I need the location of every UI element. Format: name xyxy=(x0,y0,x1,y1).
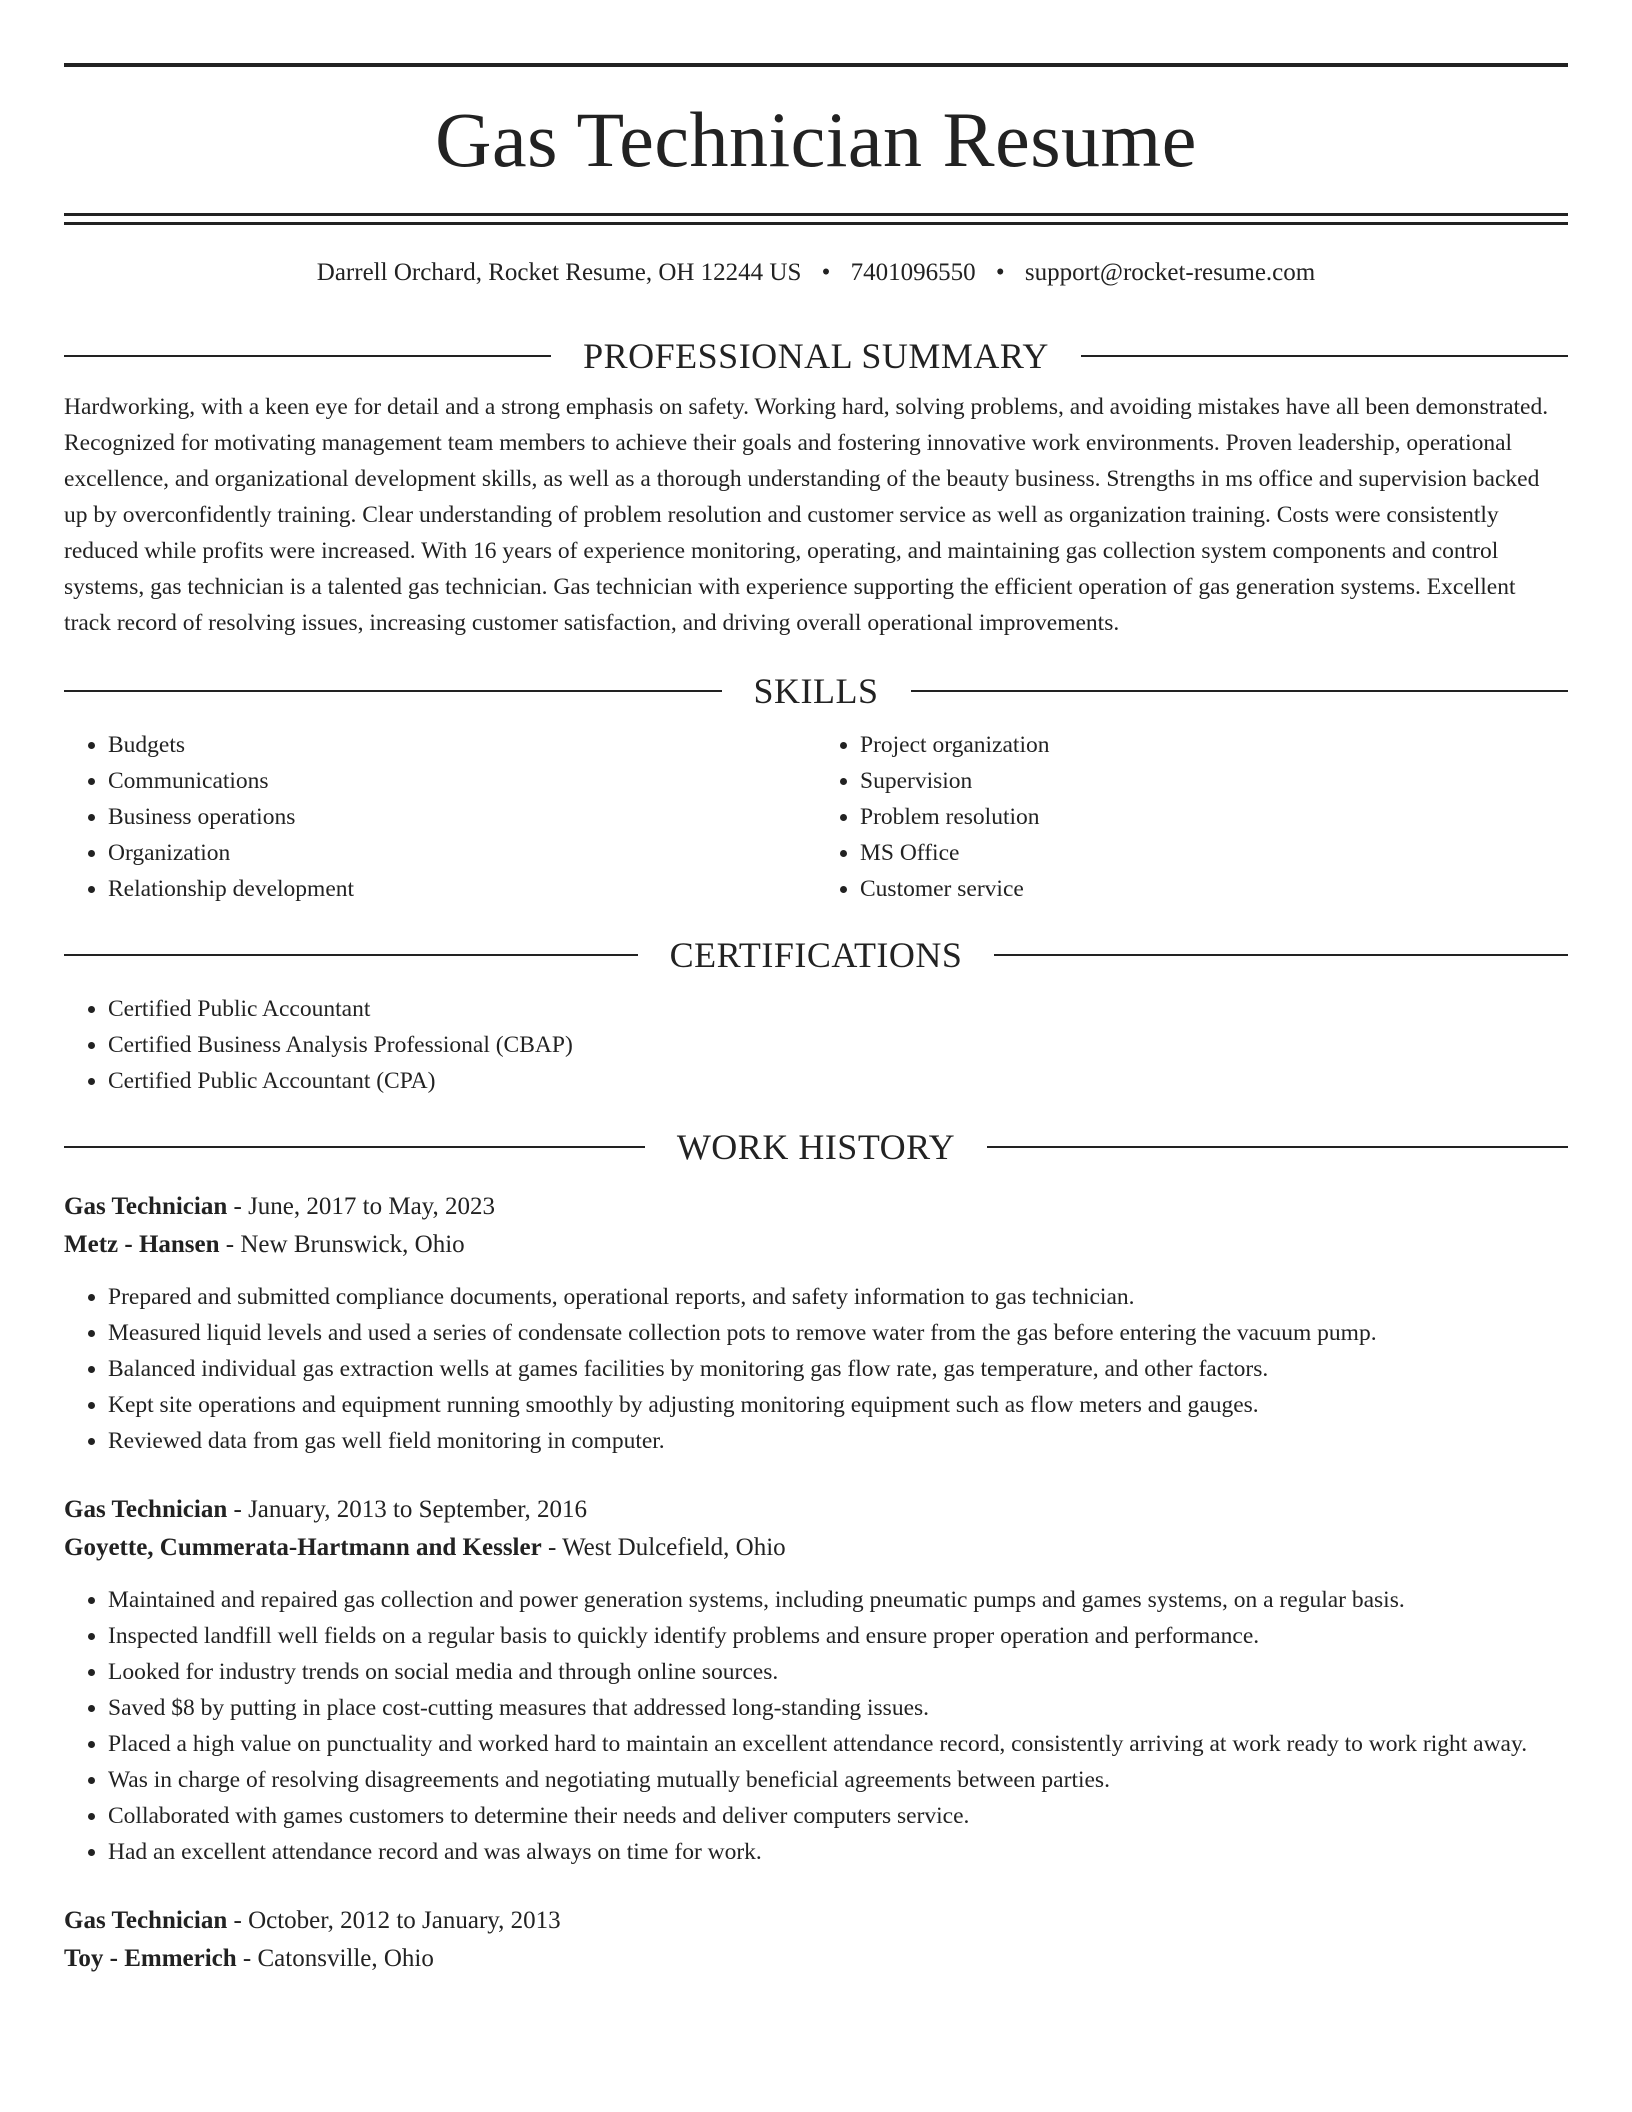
job-title-line xyxy=(64,1188,1568,1226)
resume-page xyxy=(64,0,1568,1978)
dash: - xyxy=(227,1907,249,1934)
job-entry xyxy=(64,1491,1568,1870)
skill-item: • Communications xyxy=(108,763,816,799)
job-bullet: • Balanced individual gas extraction wells at games facilities by monitoring gas flow rate, gas temperature, and other factors. xyxy=(108,1351,1568,1387)
header-double-rule xyxy=(64,213,1568,225)
job-bullets xyxy=(64,1279,1568,1459)
divider xyxy=(64,355,551,357)
dash: - xyxy=(227,1496,249,1523)
divider xyxy=(987,1146,1568,1148)
job-entry xyxy=(64,1188,1568,1459)
divider xyxy=(64,1146,645,1148)
job-bullet: • Measured liquid levels and used a series of condensate collection pots to remove water from the gas before entering the vacuum pump. xyxy=(108,1315,1568,1351)
job-company: Metz - Hansen xyxy=(64,1231,220,1258)
job-bullet: • Was in charge of resolving disagreements and negotiating mutually beneficial agreements between parties. xyxy=(108,1762,1568,1798)
skills-left-list xyxy=(64,727,816,907)
skills-right-list xyxy=(816,727,1568,907)
job-bullet: • Maintained and repaired gas collection and power generation systems, including pneumatic pumps and games systems, on a regular basis. xyxy=(108,1582,1568,1618)
job-location: New Brunswick, Ohio xyxy=(240,1231,465,1258)
divider xyxy=(64,690,722,692)
certification-item: • Certified Public Accountant (CPA) xyxy=(108,1063,1568,1099)
divider xyxy=(911,690,1569,692)
job-bullet: • Reviewed data from gas well field monitoring in computer. xyxy=(108,1423,1568,1459)
dash: - xyxy=(227,1193,249,1220)
divider xyxy=(1081,355,1568,357)
work-history-section-heading xyxy=(64,1125,1568,1169)
certifications-list xyxy=(64,991,1568,1099)
job-bullet: • Saved $8 by putting in place cost-cutting measures that addressed long-standing issues. xyxy=(108,1690,1568,1726)
job-bullet: • Placed a high value on punctuality and worked hard to maintain an excellent attendance record, consistently arriving at work ready to work right away. xyxy=(108,1726,1568,1762)
job-dates: June, 2017 to May, 2023 xyxy=(248,1193,496,1220)
divider xyxy=(994,954,1568,956)
dash: - xyxy=(541,1534,563,1561)
header-top-rule xyxy=(64,63,1568,67)
job-title-line xyxy=(64,1491,1568,1529)
contact-line xyxy=(64,258,1568,288)
job-title: Gas Technician xyxy=(64,1193,228,1220)
job-company-line xyxy=(64,1940,1568,1978)
job-bullet: • Kept site operations and equipment running smoothly by adjusting monitoring equipment such as flow meters and gauges. xyxy=(108,1387,1568,1423)
skill-item: • Project organization xyxy=(860,727,1568,763)
job-bullet: • Prepared and submitted compliance documents, operational reports, and safety information to gas technician. xyxy=(108,1279,1568,1315)
contact-separator: • xyxy=(995,259,1005,286)
skill-item: • Customer service xyxy=(860,871,1568,907)
job-company-line xyxy=(64,1226,1568,1264)
skill-item: • Organization xyxy=(108,835,816,871)
contact-email: support@rocket-resume.com xyxy=(1024,259,1316,286)
certifications-section-heading xyxy=(64,933,1568,977)
job-title: Gas Technician xyxy=(64,1907,228,1934)
certifications-heading-label: CERTIFICATIONS xyxy=(669,935,963,975)
job-location: West Dulcefield, Ohio xyxy=(562,1534,786,1561)
job-bullet: • Inspected landfill well fields on a regular basis to quickly identify problems and ensure proper operation and performance. xyxy=(108,1618,1568,1654)
work-history-heading-label: WORK HISTORY xyxy=(676,1127,956,1167)
job-company: Goyette, Cummerata-Hartmann and Kessler xyxy=(64,1534,542,1561)
contact-phone: 7401096550 xyxy=(850,259,976,286)
resume-title: Gas Technician Resume xyxy=(435,96,1197,183)
divider xyxy=(64,954,638,956)
job-company: Toy - Emmerich xyxy=(64,1945,237,1972)
skill-item: • Business operations xyxy=(108,799,816,835)
job-company-line xyxy=(64,1529,1568,1567)
skill-item: • MS Office xyxy=(860,835,1568,871)
job-bullet: • Had an excellent attendance record and was always on time for work. xyxy=(108,1834,1568,1870)
skill-item: • Relationship development xyxy=(108,871,816,907)
contact-address: Darrell Orchard, Rocket Resume, OH 12244 US xyxy=(316,259,802,286)
skills-section-heading xyxy=(64,669,1568,713)
job-title-line xyxy=(64,1902,1568,1940)
job-bullets xyxy=(64,1582,1568,1870)
summary-section-heading xyxy=(64,334,1568,378)
skill-item: • Problem resolution xyxy=(860,799,1568,835)
skills-columns xyxy=(64,727,1568,907)
skill-item: • Supervision xyxy=(860,763,1568,799)
job-bullet: • Looked for industry trends on social media and through online sources. xyxy=(108,1654,1568,1690)
job-dates: October, 2012 to January, 2013 xyxy=(248,1907,561,1934)
job-dates: January, 2013 to September, 2016 xyxy=(248,1496,588,1523)
job-title: Gas Technician xyxy=(64,1496,228,1523)
job-location: Catonsville, Ohio xyxy=(257,1945,434,1972)
contact-separator: • xyxy=(821,259,831,286)
dash: - xyxy=(219,1231,241,1258)
skill-item: • Budgets xyxy=(108,727,816,763)
certification-item: • Certified Public Accountant xyxy=(108,991,1568,1027)
certification-item: • Certified Business Analysis Professional (CBAP) xyxy=(108,1027,1568,1063)
job-bullet: • Collaborated with games customers to determine their needs and deliver computers service. xyxy=(108,1798,1568,1834)
skills-heading-label: SKILLS xyxy=(753,671,879,711)
summary-heading-label: PROFESSIONAL SUMMARY xyxy=(583,336,1049,376)
job-entry xyxy=(64,1902,1568,1978)
dash: - xyxy=(236,1945,258,1972)
summary-text: Hardworking, with a keen eye for detail and a strong emphasis on safety. Working hard, solving problems, and avoiding mistakes have all been demonstrated. Recognized for motivating management team members to achieve their goals and fostering innovative work environments. Proven leadership, operational excellence, and organizational development skills, as well as a thorough understanding of the beauty business. Strengths in ms office and supervision backed up by overconfidently training. Clear understanding of problem resolution and customer service as well as organization training. Costs were consistently reduced while profits were increased. With 16 years of experience monitoring, operating, and maintaining gas collection system components and control systems, gas technician is a talented gas technician. Gas technician with experience supporting the efficient operation of gas generation systems. Excellent track record of resolving issues, increasing customer satisfaction, and driving overall operational improvements. xyxy=(64,394,1549,636)
